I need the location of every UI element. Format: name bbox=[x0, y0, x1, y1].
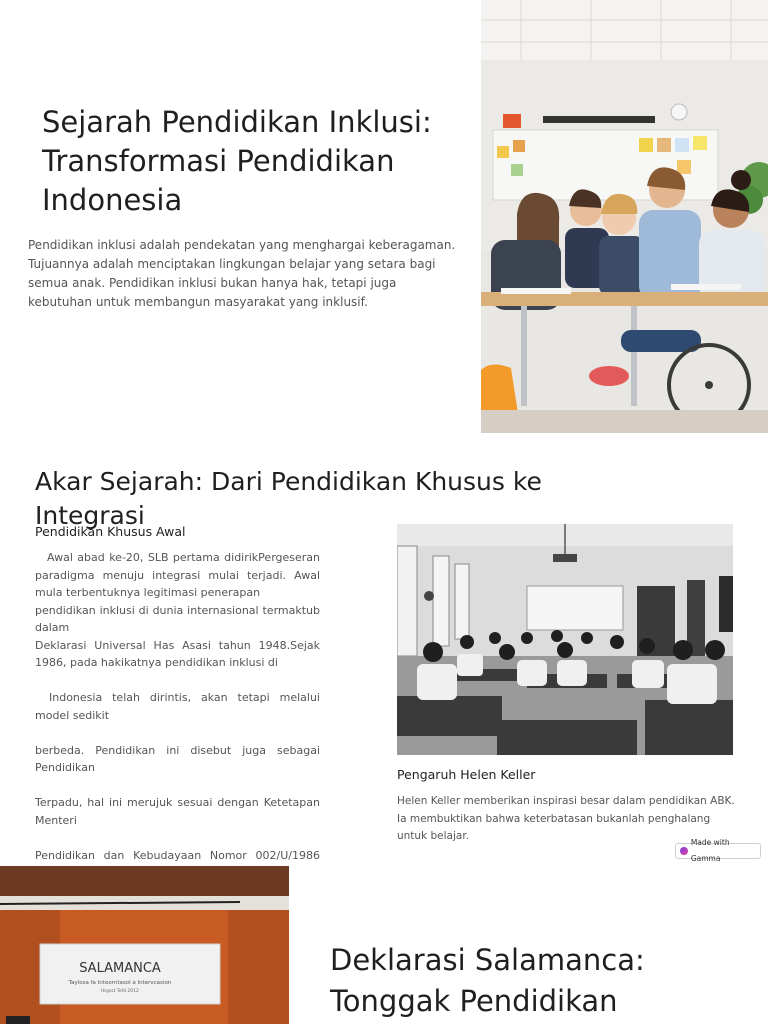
slide3-title: Deklarasi Salamanca: Tonggak Pendidikan bbox=[330, 943, 645, 1018]
slide2-title: Akar Sejarah: Dari Pendidikan Khusus ke Integrasi bbox=[35, 467, 542, 530]
bw-classroom-illustration bbox=[397, 524, 733, 755]
slide1-body: Pendidikan inklusi adalah pendekatan yang menghargai keberagaman. Tujuannya adalah menciptakan lingkungan belajar yang setara bagi semua anak. Pendidikan inklusi bukan hanya hak, tetapi juga kebutuhan untuk membangun masyarakat yang inklusif. bbox=[28, 238, 456, 309]
classroom-inclusion-illustration bbox=[481, 0, 768, 433]
paragraph: berbeda. Pendidikan ini disebut juga sebagai Pendidikan bbox=[35, 743, 320, 774]
banner-subtitle: Taylosa fa Inteorntasol a Intervcasion bbox=[68, 980, 172, 986]
banner-title: SALAMANCA bbox=[79, 961, 161, 976]
salamanca-conference-photo bbox=[0, 866, 289, 1024]
paragraph: Deklarasi Universal Has Asasi tahun 1948.Sejak 1986, pada hakikatnya pendidikan inklusi di bbox=[35, 638, 320, 669]
made-with-gamma-badge[interactable] bbox=[675, 838, 761, 863]
slide1-title: Sejarah Pendidikan Inklusi: Transformasi Pendidikan Indonesia bbox=[42, 105, 432, 217]
classroom-inclusion-photo bbox=[481, 0, 768, 433]
paragraph: Indonesia telah dirintis, akan tetapi melalui model sedikit bbox=[35, 691, 320, 722]
section-body-helen-keller: Helen Keller memberikan inspirasi besar dalam pendidikan ABK. Ia membuktikan bahwa keterbatasan bukanlah penghalang untuk belajar. bbox=[397, 795, 735, 842]
paragraph: Awal abad ke-20, SLB pertama didirikPergeseran paradigma menuju integrasi mulai terjadi. Awal mula terbentuknya legitimasi penerapan bbox=[35, 551, 320, 599]
paragraph: pendidikan inklusi di dunia internasional termaktub dalam bbox=[35, 603, 320, 634]
section-body-pendidikan-khusus bbox=[35, 549, 320, 864]
banner-small: Itrgsst Tefd 2012 bbox=[101, 989, 139, 994]
badge-label: Made with Gamma bbox=[690, 838, 730, 863]
section-heading-helen-keller: Pengaruh Helen Keller bbox=[397, 767, 536, 782]
paragraph: Pendidikan dan Kebudayaan Nomor 002/U/1986 bbox=[35, 848, 320, 862]
salamanca-banner-illustration bbox=[0, 866, 289, 1024]
section-heading-pendidikan-khusus: Pendidikan Khusus Awal bbox=[35, 524, 186, 539]
paragraph: Terpadu, hal ini merujuk sesuai dengan Ketetapan Menteri bbox=[35, 796, 320, 827]
historic-classroom-photo bbox=[397, 524, 733, 755]
gamma-logo-icon bbox=[680, 847, 688, 855]
